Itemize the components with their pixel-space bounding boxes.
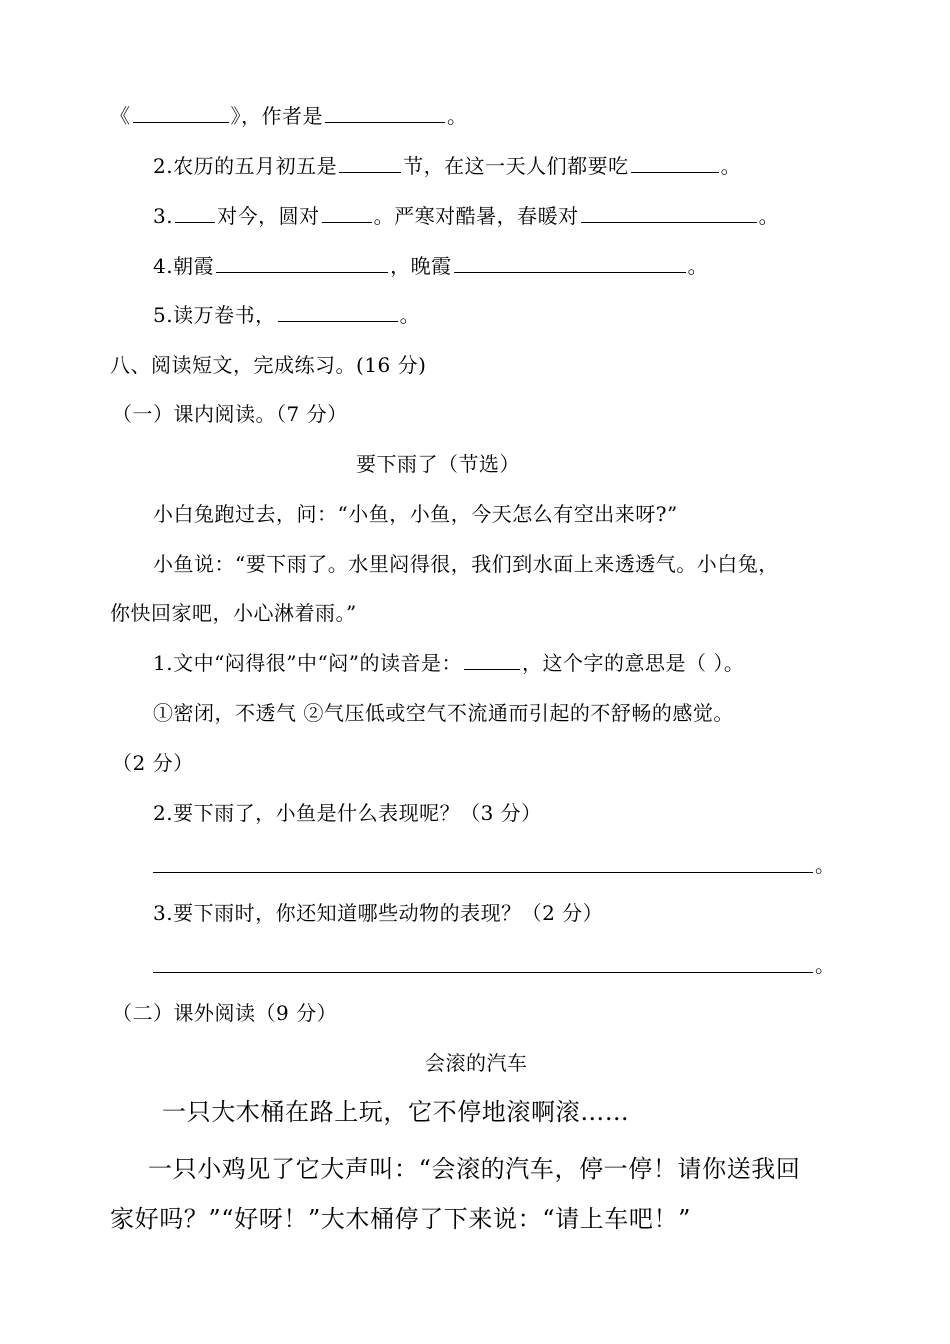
passage-paragraph: 一只小鸡见了它大声叫：“会滚的汽车，停一停！请你送我回 — [148, 1155, 801, 1183]
section-heading: 八、阅读短文，完成练习。(16 分) — [110, 353, 427, 377]
q5-end: 。 — [399, 303, 421, 327]
passage-title: 会滚的汽车 — [425, 1051, 528, 1075]
fill-in-q1-continued — [110, 102, 468, 130]
answer-line-end: 。 — [815, 853, 835, 877]
part2-heading: （二）课外阅读（9 分） — [112, 1001, 338, 1025]
answer-blank[interactable] — [581, 202, 757, 223]
q3-end: 。 — [758, 204, 780, 228]
question-1-options: ①密闭，不透气 ②气压低或空气不流通而引起的不舒畅的感觉。 — [153, 701, 734, 725]
fill-in-q3 — [153, 202, 779, 230]
fill-in-q5 — [153, 301, 420, 329]
q1-open-quote: 《 — [110, 104, 131, 128]
q3-number: 3. — [153, 204, 174, 228]
q2-text: 2.农历的五月初五是 — [153, 154, 338, 178]
q1-end: 。 — [447, 104, 468, 128]
answer-blank[interactable] — [464, 649, 520, 670]
answer-line[interactable] — [153, 972, 813, 973]
fill-in-q2 — [153, 152, 741, 180]
question-1-text: 1.文中“闷得很”中“闷”的读音是： — [153, 651, 462, 675]
passage-title: 要下雨了（节选） — [356, 452, 520, 476]
q1-author-label: 》，作者是 — [230, 104, 323, 128]
answer-line[interactable] — [153, 872, 813, 873]
question-2: 2.要下雨了，小鱼是什么表现呢？（3 分） — [153, 801, 542, 825]
passage-paragraph: 小鱼说：“要下雨了。水里闷得很，我们到水面上来透透气。小白兔， — [153, 552, 779, 576]
question-1 — [153, 649, 744, 677]
question-3: 3.要下雨时，你还知道哪些动物的表现？（2 分） — [153, 901, 604, 925]
passage-paragraph: 一只大木桶在路上玩，它不停地滚啊滚…… — [162, 1098, 630, 1126]
answer-blank[interactable] — [175, 202, 215, 223]
answer-blank[interactable] — [454, 252, 686, 273]
answer-blank[interactable] — [133, 102, 229, 123]
q2-end: 。 — [720, 154, 742, 178]
q4-text-mid: ，晚霞 — [390, 254, 452, 278]
q3-text: 对今，圆对 — [217, 204, 320, 228]
q2-text-mid: 节，在这一天人们都要吃 — [403, 154, 629, 178]
q4-text: 4.朝霞 — [153, 254, 215, 278]
part1-heading: （一）课内阅读。（7 分） — [112, 402, 348, 426]
q3-text-mid: 。严寒对酷暑，春暖对 — [373, 204, 579, 228]
q4-end: 。 — [687, 254, 709, 278]
passage-paragraph-cont: 你快回家吧，小心淋着雨。” — [110, 601, 357, 625]
passage-paragraph: 小白兔跑过去，问：“小鱼，小鱼，今天怎么有空出来呀?” — [153, 502, 678, 526]
passage-paragraph-cont: 家好吗？”“好呀！”大木桶停了下来说：“请上车吧！” — [110, 1205, 691, 1233]
q5-text: 5.读万卷书， — [153, 303, 276, 327]
question-1-score: （2 分） — [112, 751, 194, 775]
answer-blank[interactable] — [216, 252, 388, 273]
answer-blank[interactable] — [322, 202, 372, 223]
question-1-text-cont: ，这个字的意思是（ ）。 — [521, 651, 745, 675]
fill-in-q4 — [153, 252, 708, 280]
answer-line-end: 。 — [815, 953, 835, 977]
answer-blank[interactable] — [631, 152, 719, 173]
answer-blank[interactable] — [325, 102, 445, 123]
answer-blank[interactable] — [339, 152, 401, 173]
answer-blank[interactable] — [278, 301, 398, 322]
